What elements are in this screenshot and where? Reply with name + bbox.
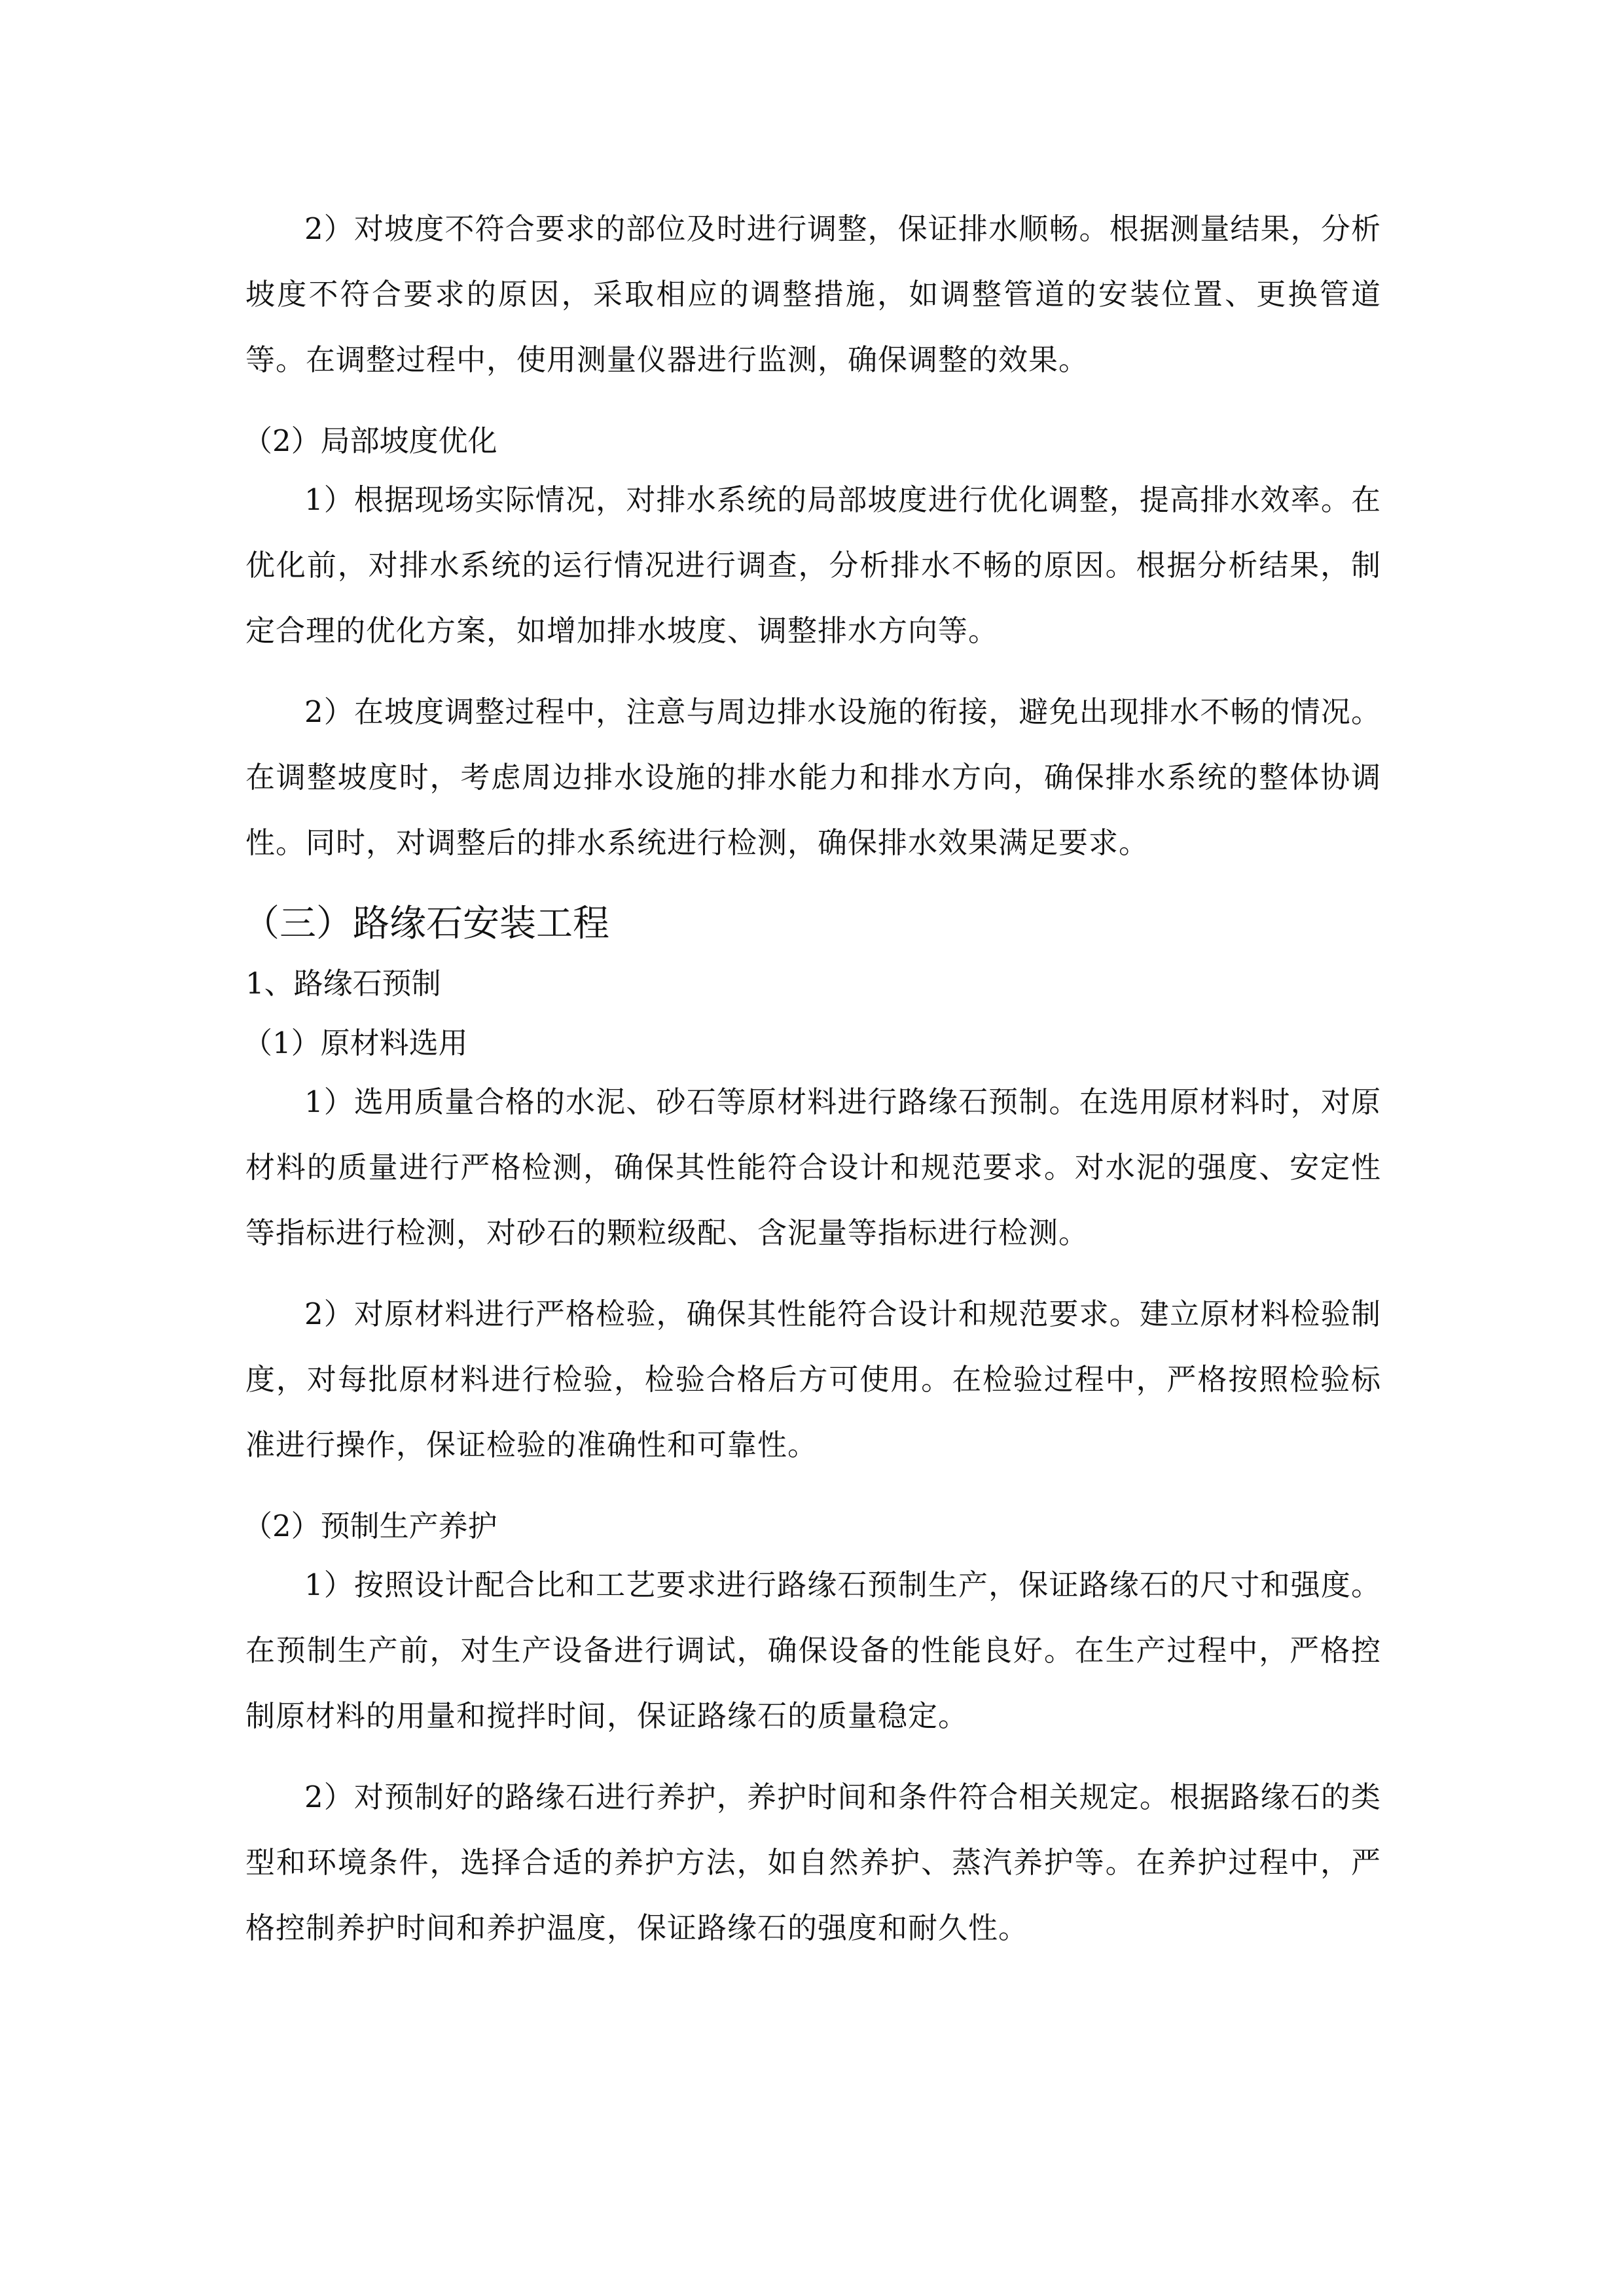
paragraph-raw-material-1: 1）选用质量合格的水泥、砂石等原材料进行路缘石预制。在选用原材料时，对原材料的质量进行严格检测，确保其性能符合设计和规范要求。对水泥的强度、安定性等指标进行检测，对砂石的颗粒级配、含泥量等指标进行检测。 — [245, 1085, 1381, 1250]
subsection-heading-curb-precast: 1、路缘石预制 — [245, 966, 441, 1001]
paragraph-curing-2: 2）对预制好的路缘石进行养护，养护时间和条件符合相关规定。根据路缘石的类型和环境条件，选择合适的养护方法，如自然养护、蒸汽养护等。在养护过程中，严格控制养护时间和养护温度，保证路缘石的强度和耐久性。 — [245, 1780, 1381, 1945]
paragraph-raw-material-2: 2）对原材料进行严格检验，确保其性能符合设计和规范要求。建立原材料检验制度，对每批原材料进行检验，检验合格后方可使用。在检验过程中，严格按照检验标准进行操作，保证检验的准确性和可靠性。 — [245, 1297, 1381, 1462]
document-body — [245, 196, 1381, 1977]
subheading-local-slope-optimization: （2）局部坡度优化 — [243, 423, 497, 458]
subheading-precast-production-curing: （2）预制生产养护 — [243, 1509, 497, 1543]
subheading-raw-material-selection: （1）原材料选用 — [243, 1026, 468, 1060]
paragraph-local-slope-2: 2）在坡度调整过程中，注意与周边排水设施的衔接，避免出现排水不畅的情况。在调整坡度时，考虑周边排水设施的排水能力和排水方向，确保排水系统的整体协调性。同时，对调整后的排水系统进行检测，确保排水效果满足要求。 — [245, 694, 1381, 860]
paragraph-local-slope-1: 1）根据现场实际情况，对排水系统的局部坡度进行优化调整，提高排水效率。在优化前，对排水系统的运行情况进行调查，分析排水不畅的原因。根据分析结果，制定合理的优化方案，如增加排水坡度、调整排水方向等。 — [245, 482, 1381, 648]
paragraph-slope-adjustment: 2）对坡度不符合要求的部位及时进行调整，保证排水顺畅。根据测量结果，分析坡度不符合要求的原因，采取相应的调整措施，如调整管道的安装位置、更换管道等。在调整过程中，使用测量仪器进行监测，确保调整的效果。 — [245, 211, 1381, 377]
paragraph-production-1: 1）按照设计配合比和工艺要求进行路缘石预制生产，保证路缘石的尺寸和强度。在预制生产前，对生产设备进行调试，确保设备的性能良好。在生产过程中，严格控制原材料的用量和搅拌时间，保证路缘石的质量稳定。 — [245, 1568, 1381, 1733]
section-heading-curb-installation: （三）路缘石安装工程 — [243, 903, 609, 945]
